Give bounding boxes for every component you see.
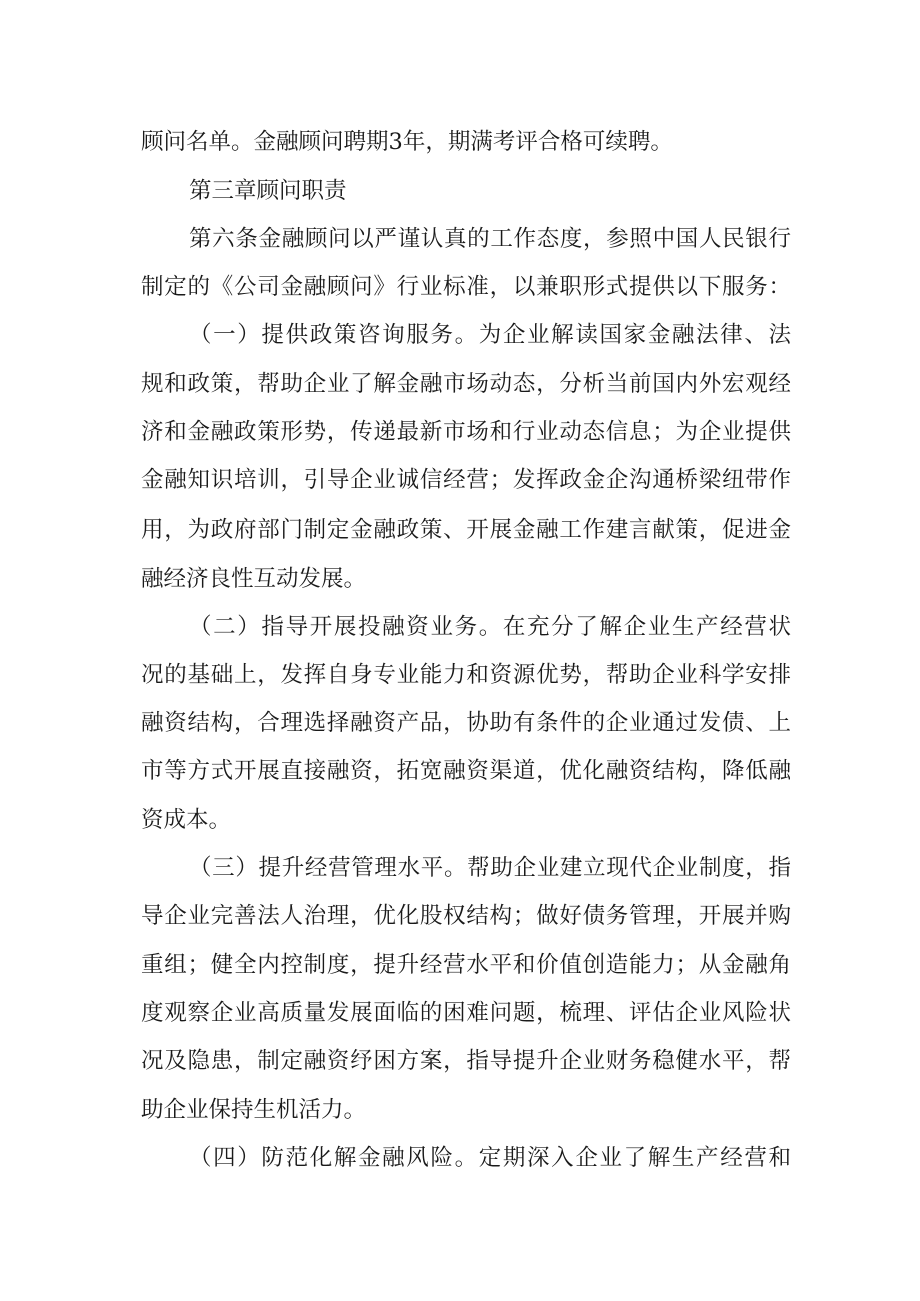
text-line: 况的基础上，发挥自身专业能力和资源优势，帮助企业科学安排 xyxy=(141,662,791,688)
text-line: 济和金融政策形势，传递最新市场和行业动态信息；为企业提供 xyxy=(141,419,791,445)
text-line: 制定的《公司金融顾问》行业标准，以兼职形式提供以下服务： xyxy=(141,274,791,300)
text-line: 助企业保持生机活力。 xyxy=(141,1097,367,1123)
text-line: 度观察企业高质量发展面临的困难问题，梳理、评估企业风险状 xyxy=(141,1000,791,1026)
text-line: 重组；健全内控制度，提升经营水平和价值创造能力；从金融角 xyxy=(141,952,791,978)
text-line: 第六条金融顾问以严谨认真的工作态度，参照中国人民银行 xyxy=(189,226,791,252)
text-line: 金融知识培训，引导企业诚信经营；发挥政金企沟通桥梁纽带作 xyxy=(141,467,791,493)
text-line: 资成本。 xyxy=(141,807,232,833)
text-line: （一）提供政策咨询服务。为企业解读国家金融法律、法 xyxy=(189,322,791,348)
text-line: 顾问名单。金融顾问聘期3年，期满考评合格可续聘。 xyxy=(141,129,673,155)
text-line: （二）指导开展投融资业务。在充分了解企业生产经营状 xyxy=(189,614,791,640)
text-line: 导企业完善法人治理，优化股权结构；做好债务管理，开展并购 xyxy=(141,903,791,929)
chapter-heading: 第三章顾问职责 xyxy=(189,178,347,204)
text-line: 市等方式开展直接融资，拓宽融资渠道，优化融资结构，降低融 xyxy=(141,758,791,784)
text-line: 融经济良性互动发展。 xyxy=(141,566,367,592)
text-line: 规和政策，帮助企业了解金融市场动态，分析当前国内外宏观经 xyxy=(141,371,791,397)
text-line: （四）防范化解金融风险。定期深入企业了解生产经营和 xyxy=(189,1145,791,1171)
text-line: 融资结构，合理选择融资产品，协助有条件的企业通过发债、上 xyxy=(141,710,791,736)
text-line: 况及隐患，制定融资纾困方案，指导提升企业财务稳健水平，帮 xyxy=(141,1048,791,1074)
text-line: （三）提升经营管理水平。帮助企业建立现代企业制度，指 xyxy=(189,855,791,881)
text-line: 用，为政府部门制定金融政策、开展金融工作建言献策，促进金 xyxy=(141,517,791,543)
